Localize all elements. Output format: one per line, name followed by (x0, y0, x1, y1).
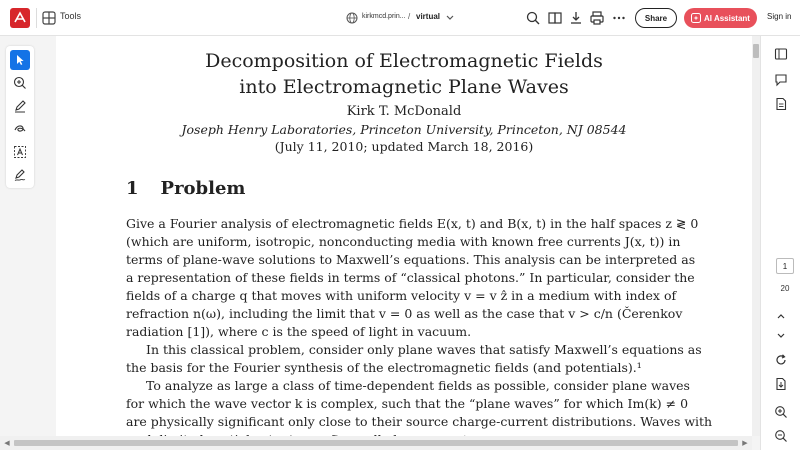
section-heading (126, 178, 245, 199)
refresh-icon (774, 353, 788, 367)
prev-page-button[interactable] (773, 308, 789, 324)
bookmark-panel-button[interactable] (773, 46, 789, 62)
url-separator: / (408, 12, 411, 21)
sign-in-link[interactable]: Sign in (767, 12, 792, 21)
refresh-button[interactable] (773, 352, 789, 368)
source-url[interactable]: kirkmcd.prin... (362, 13, 406, 20)
left-tool-rail (6, 46, 34, 188)
acrobat-logo-icon[interactable] (10, 8, 30, 28)
section-title: Problem (160, 178, 246, 199)
paragraph-line: a representation of these fields in terms of “classical photons.” In particular, consider the (126, 270, 695, 285)
comments-panel-button[interactable] (773, 72, 789, 88)
page-view-icon[interactable] (547, 10, 563, 26)
paragraph-line: are physically significant only close to their source charge-current distributions. Waves with (126, 414, 713, 429)
document-title-line-1: Decomposition of Electromagnetic Fields (205, 50, 603, 72)
horizontal-scroll-thumb[interactable] (14, 440, 738, 446)
zoom-out-icon (774, 429, 788, 443)
globe-icon (346, 12, 358, 24)
paragraph-line: In this classical problem, consider only plane waves that satisfy Maxwell’s equations as (146, 342, 702, 357)
chevron-up-icon (775, 310, 787, 322)
search-icon[interactable] (525, 10, 541, 26)
document-author: Kirk T. McDonald (346, 104, 462, 119)
comment-add-icon (13, 76, 27, 90)
ai-sparkle-icon (691, 13, 701, 23)
text-tool-button[interactable] (10, 142, 30, 162)
ai-assistant-button[interactable] (684, 8, 757, 28)
download-icon[interactable] (568, 10, 584, 26)
signature-icon (13, 168, 27, 182)
horizontal-scrollbar[interactable] (0, 436, 752, 450)
pdf-page (56, 36, 752, 436)
total-pages: 20 (780, 284, 790, 293)
top-toolbar (0, 0, 800, 36)
toolbar-divider (36, 8, 37, 28)
right-side-rail (760, 36, 800, 450)
current-page-input[interactable]: 1 (776, 258, 794, 274)
vertical-scroll-thumb[interactable] (753, 44, 759, 58)
document-date: (July 11, 2010; updated March 18, 2016) (274, 139, 534, 154)
comment-icon (774, 73, 788, 87)
document-title-line-2: into Electromagnetic Plane Waves (239, 76, 569, 98)
draw-tool-button[interactable] (10, 119, 30, 139)
zoom-in-icon (774, 405, 788, 419)
text-box-icon (13, 145, 27, 159)
zoom-in-button[interactable] (773, 404, 789, 420)
zoom-out-button[interactable] (773, 428, 789, 444)
vertical-scrollbar[interactable] (752, 36, 760, 436)
file-name[interactable]: virtual (416, 12, 441, 21)
more-options-icon[interactable] (611, 10, 627, 26)
paragraph-line: the basis for the Fourier synthesis of the electromagnetic fields (and potentials).¹ (126, 360, 642, 375)
paragraph-line: for which the wave vector k is complex, such that the “plane waves” for which Im(k) ≠ 0 (126, 396, 689, 411)
comment-tool-button[interactable] (10, 73, 30, 93)
ai-assistant-label: AI Assistant (704, 13, 750, 23)
chevron-down-icon (775, 330, 787, 342)
paragraph-line: radiation [1]), where c is the speed of light in vacuum. (126, 324, 472, 339)
scroll-right-arrow-icon[interactable]: ▶ (742, 440, 748, 447)
pen-icon (13, 99, 27, 113)
sign-tool-button[interactable] (10, 165, 30, 185)
export-button[interactable] (773, 376, 789, 392)
paragraph-line: fields of a charge q that moves with uniform velocity v = v ẑ in a medium with index of (126, 288, 677, 303)
paragraph-line: refraction n(ω), including the limit that v = 0 as well as the case that v > c/n (Čerenkov (126, 306, 683, 321)
tools-label[interactable]: Tools (60, 11, 82, 21)
file-export-icon (774, 377, 788, 391)
freehand-icon (13, 122, 27, 136)
highlight-tool-button[interactable] (10, 96, 30, 116)
document-panel-button[interactable] (773, 96, 789, 112)
tools-grid-icon[interactable] (41, 10, 57, 26)
chevron-down-icon[interactable] (445, 12, 455, 22)
document-icon (774, 97, 788, 111)
paragraph-line: (which are uniform, isotropic, nonconducting media with known free currents J(x, t)) in (126, 234, 681, 249)
paragraph-line: Give a Fourier analysis of electromagnetic fields E(x, t) and B(x, t) in the half spaces z ≷ 0 (126, 216, 699, 231)
cursor-arrow-icon (14, 54, 26, 66)
paragraph-line: terms of plane-wave solutions to Maxwell’s equations. This analysis can be interpreted as (126, 252, 696, 267)
scroll-left-arrow-icon[interactable]: ◀ (4, 440, 10, 447)
panel-icon (774, 47, 788, 61)
paragraph-line: To analyze as large a class of time-dependent fields as possible, consider plane waves (146, 378, 690, 393)
section-number: 1 (126, 178, 139, 199)
share-button[interactable]: Share (635, 8, 677, 28)
next-page-button[interactable] (773, 328, 789, 344)
document-affiliation: Joseph Henry Laboratories, Princeton University, Princeton, NJ 08544 (181, 122, 627, 137)
print-icon[interactable] (589, 10, 605, 26)
select-tool-button[interactable] (10, 50, 30, 70)
